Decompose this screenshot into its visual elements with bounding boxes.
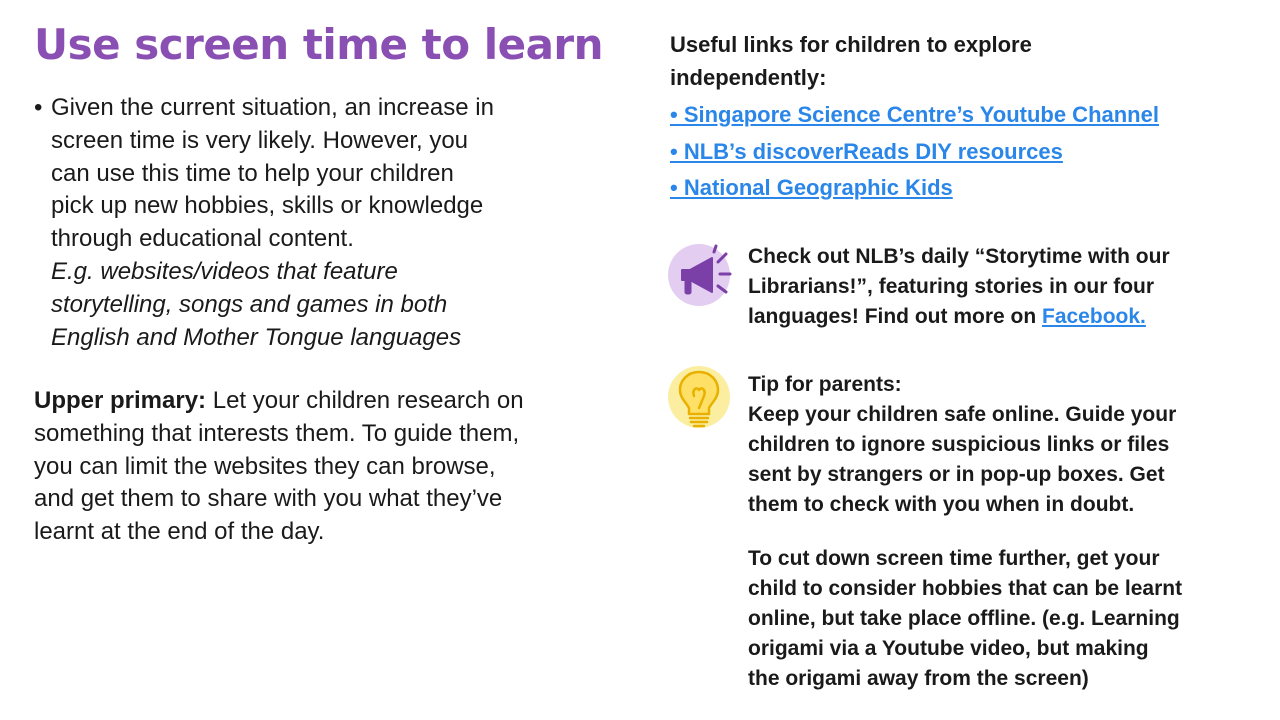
example-line: English and Mother Tongue languages xyxy=(51,323,462,351)
bullet-line: screen time is very likely. However, you xyxy=(51,126,469,154)
link-science-centre-youtube[interactable]: • Singapore Science Centre’s Youtube Channel xyxy=(670,102,1159,127)
tip-title: Tip for parents: xyxy=(748,373,902,396)
storytime-line: Check out NLB’s daily “Storytime with our xyxy=(748,245,1170,268)
bullet-mark: • xyxy=(34,94,43,121)
useful-links-list xyxy=(670,97,1159,207)
tip-line: Keep your children safe online. Guide your xyxy=(748,403,1177,426)
upper-primary-first-line xyxy=(34,385,624,418)
upper-primary-label: Upper primary: xyxy=(34,387,207,414)
link-national-geographic-kids[interactable]: • National Geographic Kids xyxy=(670,175,953,200)
upper-primary-line: and get them to share with you what they’ve xyxy=(34,485,503,513)
heading-line: Useful links for children to explore xyxy=(670,32,1032,57)
bullet-line: through educational content. xyxy=(51,225,354,253)
screen-time-bullet xyxy=(34,92,624,354)
upper-primary-line: something that interests them. To guide them, xyxy=(34,419,520,447)
cut-down-line: origami via a Youtube video, but making xyxy=(748,637,1149,660)
cut-down-line: online, but take place offline. (e.g. Learning xyxy=(748,607,1180,630)
upper-primary-line: you can limit the websites they can browse, xyxy=(34,452,496,480)
lightbulb-icon-graphic xyxy=(668,366,730,428)
upper-primary-line: learnt at the end of the day. xyxy=(34,518,325,546)
useful-links-heading xyxy=(670,28,1032,94)
bullet-line: pick up new hobbies, skills or knowledge xyxy=(51,192,484,220)
example-line: storytelling, songs and games in both xyxy=(51,290,448,318)
megaphone-icon xyxy=(668,244,730,306)
cut-down-line: the origami away from the screen) xyxy=(748,667,1089,690)
megaphone-icon-graphic xyxy=(668,244,730,306)
storytime-last-line xyxy=(748,302,1170,332)
tip-line: them to check with you when in doubt. xyxy=(748,493,1135,516)
facebook-link[interactable]: Facebook. xyxy=(1042,305,1146,328)
heading-line: independently: xyxy=(670,65,827,90)
upper-primary-line: Let your children research on xyxy=(206,387,524,414)
bullet-line: can use this time to help your children xyxy=(51,159,454,187)
tip-line: sent by strangers or in pop-up boxes. Get xyxy=(748,463,1165,486)
tip-line: children to ignore suspicious links or files xyxy=(748,433,1170,456)
upper-primary-paragraph xyxy=(34,385,624,549)
cut-down-line: child to consider hobbies that can be learnt xyxy=(748,577,1183,600)
link-discoverreads-diy[interactable]: • NLB’s discoverReads DIY resources xyxy=(670,138,1063,164)
bullet-line: Given the current situation, an increase in xyxy=(51,94,494,121)
example-line: E.g. websites/videos that feature xyxy=(51,257,398,285)
storytime-line: languages! Find out more on xyxy=(748,305,1042,328)
cut-down-screen-time-paragraph xyxy=(748,544,1182,694)
parent-tip-callout xyxy=(748,370,1176,520)
page-title: Use screen time to learn xyxy=(34,20,604,69)
storytime-callout xyxy=(748,242,1170,332)
bullet-row xyxy=(34,92,624,354)
lightbulb-icon xyxy=(668,366,730,428)
storytime-line: Librarians!”, featuring stories in our four xyxy=(748,275,1155,298)
cut-down-line: To cut down screen time further, get your xyxy=(748,547,1160,570)
